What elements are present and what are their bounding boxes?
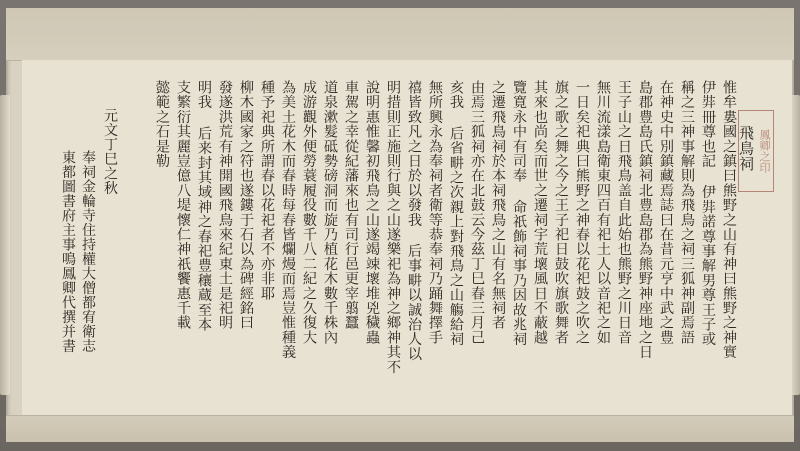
text-column: 支繁衍其麗豈億八堤懷仁神祇饗惠千載	[175, 80, 191, 330]
text-column: 旗之歌之舞之今之王子祀日鼓吹旗歌舞者	[553, 80, 569, 345]
text-column: 說明惠惟馨初飛鳥之山遂竭竦壞堆兇穢蟲	[364, 80, 380, 345]
colophon-author: 奉祠金輪寺住持權大僧都宥衛志	[80, 150, 96, 353]
document-title: 飛鳥祠	[737, 125, 755, 172]
text-column: 王子山之日飛鳥盖自此始也熊野之川日音	[616, 80, 632, 345]
text-column: 成游觀外便勞蓑履役數千八二紀之久復大	[301, 80, 317, 345]
text-column: 發遂洪荒有神開國飛鳥來紀東土是祀明	[217, 80, 233, 330]
text-column: 稱之三神事解則為飛鳥之祠三狐神副焉語	[679, 80, 695, 345]
text-column: 道泉漱髮砥勢磅洞而旋乃植花木數千株內	[322, 80, 338, 345]
seal-stamp: 鳳卿之印	[738, 110, 774, 192]
text-column: 明措則正施則行與之山遂樂祀為神之鄉神其不	[385, 80, 401, 374]
text-column: 為美土花木而春時每春皆爛熳而焉豈惟種義	[280, 80, 296, 360]
text-column: 之遷飛鳥祠於本祠飛鳥之山有名無祠者	[490, 80, 506, 330]
text-column: 懿範之石是勒	[154, 80, 170, 169]
text-column: 車駕之幸從紀藩來也有司行邑更宰翦蠶	[343, 80, 359, 330]
top-mounting-band	[6, 8, 794, 61]
text-column: 惟牟婁國之鎮曰熊野之山有神曰熊野之神實	[721, 80, 737, 360]
colophon-date: 元文丁巳之秋	[102, 108, 118, 195]
text-column: 無所興永為奉祠者衛等恭奉祠乃踊舞擇手	[427, 80, 443, 345]
text-column: 無川流漾島衛東四百有祀土人以音祀之如	[595, 80, 611, 345]
text-column: 其來也尚矣而世之遷祠宇荒壞風日不蔽越	[532, 80, 548, 345]
text-column: 在神史中別鎮藏焉誌曰在昔元亨中武之豊	[658, 80, 674, 345]
text-column: 島郡豊島氏鎮祠北豊島郡為熊野神座地之日	[637, 80, 653, 360]
text-column: 亥我 后省畊之次親上對飛鳥之山觴給祠	[448, 80, 464, 347]
bottom-mounting-band	[6, 415, 794, 442]
text-column: 伊弉冊尊也記 伊弉諾尊事解男尊王子或	[700, 80, 716, 347]
text-column: 由焉三狐祠亦在北鼓云今茲丁巳春三月己	[469, 80, 485, 345]
text-column: 禧皆致凡之日於以發我 后事畊以誠治人以	[406, 80, 422, 362]
left-roller	[0, 95, 10, 395]
text-column: 覽寛永中有司奉 命祇飾祠事乃因故兆祠	[511, 80, 527, 347]
text-column: 種予祀典所謂春以花祀者不亦非耶	[259, 80, 275, 301]
colophon-scribe: 東都圖書府主事鳴鳳卿代撰并書	[60, 150, 76, 353]
text-column: 一日矣祀典曰熊野之神春以花祀鼓之吹之	[574, 80, 590, 345]
text-column: 明我 后来封其域神之春祀豊穰蔵至本	[196, 80, 212, 332]
text-column: 柳木國家之符也遂鏤于石以為碑經銘曰	[238, 80, 254, 330]
